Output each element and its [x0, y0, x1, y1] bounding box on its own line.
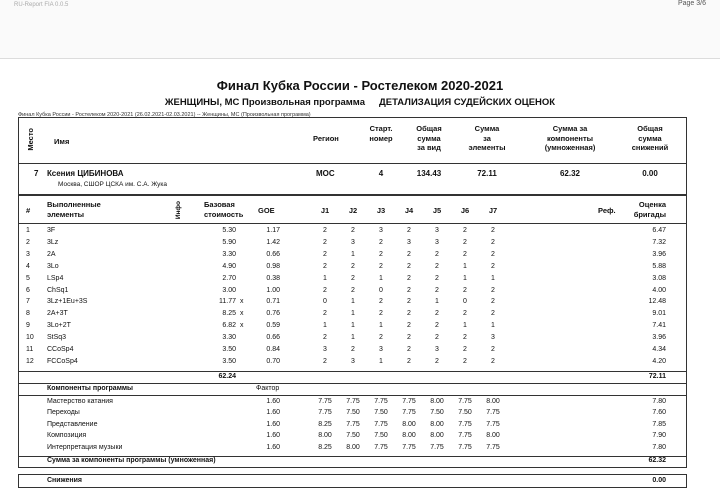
element-name: StSq3 — [47, 334, 67, 342]
element-judge-mark: 2 — [379, 262, 383, 270]
elements-header-j1: J1 — [320, 206, 330, 215]
element-judge-mark: 0 — [463, 298, 467, 306]
element-judge-mark: 2 — [407, 262, 411, 270]
component-row — [18, 421, 687, 432]
element-judge-mark: 2 — [351, 227, 355, 234]
component-judge-mark: 7.75 — [346, 398, 360, 405]
skater-total-score: 134.43 — [416, 169, 442, 178]
elements-header-goe: GOE — [258, 206, 275, 215]
element-judge-mark: 2 — [407, 357, 411, 365]
element-name: 2A — [47, 250, 56, 258]
element-judge-mark: 2 — [379, 310, 383, 318]
skater-club: Москва, СШОР ЦСКА им. С.А. Жука — [58, 181, 168, 188]
element-bonus-mark: x — [240, 310, 244, 318]
element-row — [18, 251, 687, 262]
element-judge-mark: 1 — [351, 310, 355, 318]
component-judge-mark: 8.00 — [486, 398, 500, 405]
element-judge-mark: 2 — [491, 346, 495, 353]
deductions-box — [18, 474, 687, 488]
element-judge-mark: 2 — [491, 286, 495, 294]
elements-header-j7: J7 — [488, 206, 498, 215]
component-factor: 1.60 — [266, 409, 280, 417]
component-panel-score: 7.80 — [652, 443, 666, 451]
element-judge-mark: 2 — [351, 346, 355, 353]
component-judge-mark: 8.00 — [486, 432, 500, 440]
element-judge-mark: 2 — [491, 357, 495, 365]
header-element-score: Сумма за элементы — [468, 124, 506, 152]
component-judge-mark: 7.75 — [486, 420, 500, 428]
header-start-number: Старт. номер — [369, 124, 393, 143]
component-name: Переходы — [47, 409, 80, 417]
element-judge-mark: 1 — [491, 322, 495, 330]
element-goe: 0.59 — [266, 322, 280, 330]
element-name: 3Lz — [47, 238, 59, 246]
element-goe: 0.98 — [266, 262, 280, 270]
element-base-value: 3.00 — [222, 286, 236, 294]
header-deductions: Общая сумма снижений — [631, 124, 669, 152]
element-num: 4 — [26, 262, 30, 270]
element-row — [18, 263, 687, 274]
element-name: CCoSp4 — [47, 346, 74, 353]
element-row — [18, 298, 687, 309]
element-panel-score: 9.01 — [652, 310, 666, 318]
element-judge-mark: 1 — [379, 322, 383, 330]
element-judge-mark: 1 — [351, 334, 355, 342]
element-judge-mark: 1 — [435, 298, 439, 306]
component-judge-mark: 7.75 — [458, 398, 472, 405]
component-judge-mark: 8.00 — [346, 443, 360, 451]
element-judge-mark: 3 — [379, 346, 383, 353]
element-judge-mark: 0 — [323, 298, 327, 306]
component-judge-mark: 7.75 — [318, 409, 332, 417]
header-component-score: Сумма за компоненты (умноженная) — [544, 124, 596, 152]
element-num: 11 — [26, 346, 34, 353]
elements-header-score: Оценка бригады — [633, 200, 666, 219]
element-panel-score: 4.20 — [652, 357, 666, 365]
elements-header-j2: J2 — [348, 206, 358, 215]
element-row — [18, 334, 687, 345]
element-base-value: 3.30 — [222, 334, 236, 342]
elements-header-info: Инфо — [175, 201, 182, 220]
element-judge-mark: 2 — [351, 262, 355, 270]
element-name: 2A+3T — [47, 310, 68, 318]
element-judge-mark: 2 — [379, 250, 383, 258]
components-total-label: Сумма за компоненты программы (умноженная) — [47, 457, 216, 464]
component-judge-mark: 7.75 — [374, 443, 388, 451]
element-num: 1 — [26, 227, 30, 234]
elements-header-ref: Реф. — [598, 206, 616, 215]
element-judge-mark: 2 — [351, 286, 355, 294]
element-judge-mark: 1 — [463, 262, 467, 270]
element-judge-mark: 2 — [351, 274, 355, 282]
element-judge-mark: 2 — [407, 227, 411, 234]
element-judge-mark: 1 — [351, 298, 355, 306]
element-goe: 0.84 — [266, 346, 280, 353]
component-judge-mark: 8.00 — [430, 432, 444, 440]
element-panel-score: 3.96 — [652, 250, 666, 258]
component-judge-mark: 7.75 — [402, 409, 416, 417]
element-base-value: 2.70 — [222, 274, 236, 282]
element-judge-mark: 2 — [463, 357, 467, 365]
component-judge-mark: 7.75 — [402, 398, 416, 405]
element-judge-mark: 2 — [323, 310, 327, 318]
element-bonus-mark: x — [240, 298, 244, 306]
element-judge-mark: 2 — [435, 250, 439, 258]
skater-start-number: 4 — [378, 169, 384, 178]
element-num: 8 — [26, 310, 30, 318]
elements-header-num: # — [26, 206, 31, 215]
element-base-value: 5.90 — [222, 238, 236, 246]
elements-header-name: Выполненные элементы — [47, 200, 101, 219]
element-judge-mark: 2 — [407, 286, 411, 294]
element-panel-score: 7.41 — [652, 322, 666, 330]
element-name: ChSq1 — [47, 286, 69, 294]
header-total-score: Общая сумма за вид — [416, 124, 442, 152]
element-judge-mark: 2 — [379, 334, 383, 342]
component-factor: 1.60 — [266, 420, 280, 428]
element-row — [18, 239, 687, 250]
element-name: 3Lo — [47, 262, 59, 270]
element-judge-mark: 2 — [407, 322, 411, 330]
element-judge-mark: 2 — [407, 334, 411, 342]
element-judge-mark: 2 — [407, 298, 411, 306]
component-judge-mark: 7.50 — [346, 432, 360, 440]
component-judge-mark: 7.75 — [458, 420, 472, 428]
element-judge-mark: 2 — [435, 274, 439, 282]
element-goe: 0.71 — [266, 298, 280, 306]
element-judge-mark: 2 — [463, 346, 467, 353]
deductions-score: 0.00 — [652, 477, 666, 484]
element-base-value: 3.30 — [222, 250, 236, 258]
element-judge-mark: 1 — [491, 274, 495, 282]
element-name: FCCoSp4 — [47, 357, 78, 365]
component-row — [18, 409, 687, 420]
component-factor: 1.60 — [266, 443, 280, 451]
element-panel-score: 4.34 — [652, 346, 666, 353]
element-row — [18, 287, 687, 298]
header-region: Регион — [313, 134, 339, 143]
page-subtitle — [0, 97, 720, 108]
element-judge-mark: 2 — [323, 334, 327, 342]
element-judge-mark: 1 — [323, 274, 327, 282]
component-judge-mark: 7.75 — [374, 398, 388, 405]
component-judge-mark: 7.75 — [486, 443, 500, 451]
component-judge-mark: 7.75 — [430, 443, 444, 451]
elements-header-j4: J4 — [404, 206, 414, 215]
elements-header-divider — [18, 223, 687, 224]
element-goe: 0.66 — [266, 250, 280, 258]
element-goe: 0.70 — [266, 357, 280, 365]
component-judge-mark: 7.75 — [374, 420, 388, 428]
element-name: 3F — [47, 227, 56, 234]
deductions-label: Снижения — [47, 477, 82, 484]
component-judge-mark: 8.25 — [318, 443, 332, 451]
element-judge-mark: 1 — [463, 322, 467, 330]
element-judge-mark: 2 — [491, 238, 495, 246]
element-judge-mark: 2 — [463, 310, 467, 318]
element-judge-mark: 1 — [351, 250, 355, 258]
element-row — [18, 346, 687, 357]
component-panel-score: 7.80 — [652, 398, 666, 405]
skater-deductions: 0.00 — [642, 169, 658, 178]
element-num: 3 — [26, 250, 30, 258]
element-base-value: 11.77 — [219, 298, 236, 306]
element-judge-mark: 2 — [463, 227, 467, 234]
element-goe: 1.00 — [266, 286, 280, 294]
element-judge-mark: 2 — [407, 274, 411, 282]
element-judge-mark: 2 — [491, 298, 495, 306]
element-num: 6 — [26, 286, 30, 294]
element-judge-mark: 3 — [435, 227, 439, 234]
component-judge-mark: 7.75 — [458, 443, 472, 451]
element-goe: 1.17 — [266, 227, 280, 234]
element-num: 9 — [26, 322, 30, 330]
component-judge-mark: 8.00 — [402, 432, 416, 440]
element-judge-mark: 2 — [323, 227, 327, 234]
component-judge-mark: 7.50 — [430, 409, 444, 417]
component-judge-mark: 7.75 — [318, 398, 332, 405]
element-row — [18, 275, 687, 286]
component-judge-mark: 8.00 — [402, 420, 416, 428]
elements-header-j3: J3 — [376, 206, 386, 215]
skater-element-score: 72.11 — [477, 169, 497, 178]
element-judge-mark: 3 — [491, 334, 495, 342]
element-panel-score: 3.96 — [652, 334, 666, 342]
elements-total-divider — [18, 371, 687, 372]
element-name: 3Lz+1Eu+3S — [47, 298, 88, 306]
elements-total-score: 72.11 — [648, 373, 666, 380]
element-num: 7 — [26, 298, 30, 306]
component-judge-mark: 7.75 — [486, 409, 500, 417]
element-bonus-mark: x — [240, 322, 244, 330]
element-judge-mark: 2 — [379, 238, 383, 246]
elements-header-base: Базовая стоимость — [204, 200, 244, 219]
component-row — [18, 398, 687, 409]
element-base-value: 3.50 — [222, 357, 236, 365]
element-judge-mark: 2 — [323, 286, 327, 294]
element-row — [18, 358, 687, 369]
element-base-value: 8.25 — [222, 310, 236, 318]
element-goe: 0.76 — [266, 310, 280, 318]
component-judge-mark: 8.00 — [318, 432, 332, 440]
element-base-value: 6.82 — [222, 322, 236, 330]
component-judge-mark: 8.00 — [430, 420, 444, 428]
element-judge-mark: 2 — [435, 357, 439, 365]
skater-rank: 7 — [34, 169, 39, 178]
element-base-value: 3.50 — [222, 346, 236, 353]
element-panel-score: 3.08 — [652, 274, 666, 282]
skater-component-score: 62.32 — [559, 169, 581, 178]
component-name: Композиция — [47, 432, 87, 440]
element-judge-mark: 1 — [379, 357, 383, 365]
page-title: Финал Кубка России - Ростелеком 2020-2021 — [216, 78, 504, 93]
header-name: Имя — [54, 137, 70, 146]
skater-region: МОС — [316, 169, 335, 178]
component-judge-mark: 7.75 — [458, 432, 472, 440]
element-judge-mark: 2 — [435, 262, 439, 270]
element-judge-mark: 2 — [435, 334, 439, 342]
element-judge-mark: 0 — [379, 286, 383, 294]
components-header-label: Компоненты программы — [47, 385, 134, 392]
element-panel-score: 5.88 — [652, 262, 666, 270]
component-judge-mark: 7.50 — [374, 432, 388, 440]
element-judge-mark: 2 — [407, 346, 411, 353]
element-name: LSp4 — [47, 274, 64, 282]
element-judge-mark: 2 — [463, 286, 467, 294]
elements-header-j6: J6 — [460, 206, 470, 215]
header-rank: Место — [26, 128, 35, 151]
component-panel-score: 7.90 — [652, 432, 666, 440]
element-judge-mark: 1 — [323, 322, 327, 330]
component-judge-mark: 7.50 — [374, 409, 388, 417]
element-num: 2 — [26, 238, 30, 246]
element-judge-mark: 1 — [463, 274, 467, 282]
element-judge-mark: 2 — [407, 310, 411, 318]
skater-name: Ксения ЦИБИНОВА — [47, 169, 124, 178]
element-judge-mark: 3 — [351, 238, 355, 246]
element-row — [18, 322, 687, 333]
element-num: 5 — [26, 274, 30, 282]
element-row — [18, 227, 687, 238]
element-goe: 0.66 — [266, 334, 280, 342]
element-judge-mark: 2 — [463, 250, 467, 258]
element-panel-score: 4.00 — [652, 286, 666, 294]
components-header-factor: Фактор — [256, 385, 280, 392]
component-judge-mark: 7.75 — [402, 443, 416, 451]
element-panel-score: 12.48 — [648, 298, 666, 306]
element-judge-mark: 3 — [351, 357, 355, 365]
component-panel-score: 7.60 — [652, 409, 666, 417]
element-judge-mark: 2 — [491, 227, 495, 234]
element-base-value: 5.30 — [222, 227, 236, 234]
page-number: Page 3/6 — [677, 0, 706, 7]
element-judge-mark: 2 — [435, 286, 439, 294]
element-judge-mark: 2 — [463, 334, 467, 342]
component-factor: 1.60 — [266, 398, 280, 405]
element-judge-mark: 3 — [323, 346, 327, 353]
element-judge-mark: 2 — [463, 238, 467, 246]
element-judge-mark: 2 — [491, 250, 495, 258]
element-base-value: 4.90 — [222, 262, 236, 270]
element-judge-mark: 2 — [323, 238, 327, 246]
element-goe: 1.42 — [266, 238, 280, 246]
element-panel-score: 7.32 — [652, 238, 666, 246]
element-num: 10 — [26, 334, 34, 342]
element-goe: 0.38 — [266, 274, 280, 282]
element-judge-mark: 1 — [351, 322, 355, 330]
viewer-page-top — [0, 0, 720, 59]
element-name: 3Lo+2T — [47, 322, 71, 330]
components-total-score: 62.32 — [648, 457, 666, 464]
element-judge-mark: 1 — [379, 274, 383, 282]
element-judge-mark: 2 — [491, 262, 495, 270]
report-id: RU-Report FIA 0.0.5 — [14, 2, 69, 8]
component-panel-score: 7.85 — [652, 420, 666, 428]
element-judge-mark: 2 — [435, 322, 439, 330]
component-row — [18, 432, 687, 443]
component-row — [18, 444, 687, 455]
element-judge-mark: 2 — [323, 357, 327, 365]
component-name: Мастерство катания — [47, 398, 113, 405]
component-judge-mark: 7.75 — [346, 420, 360, 428]
element-judge-mark: 2 — [323, 262, 327, 270]
component-judge-mark: 8.25 — [318, 420, 332, 428]
components-header-divider — [18, 383, 687, 384]
element-judge-mark: 3 — [435, 346, 439, 353]
component-factor: 1.60 — [266, 432, 280, 440]
element-judge-mark: 2 — [407, 250, 411, 258]
component-judge-mark: 7.50 — [346, 409, 360, 417]
segment-name: ЖЕНЩИНЫ, МС Произвольная программа — [164, 97, 365, 108]
element-judge-mark: 2 — [379, 298, 383, 306]
element-panel-score: 6.47 — [652, 227, 666, 234]
elements-total-base: 62.24 — [218, 373, 236, 380]
element-num: 12 — [26, 357, 34, 365]
element-row — [18, 310, 687, 321]
element-judge-mark: 2 — [491, 310, 495, 318]
breadcrumb: Финал Кубка России - Ростелеком 2020-2021 (26.02.2021-02.03.2021) -- Женщины, МС (Произвольная программа) — [18, 112, 311, 118]
component-name: Представление — [47, 420, 98, 428]
component-name: Интерпретация музыки — [47, 443, 123, 451]
component-judge-mark: 8.00 — [430, 398, 444, 405]
components-divider — [18, 395, 687, 396]
elements-header-j5: J5 — [432, 206, 442, 215]
element-judge-mark: 2 — [435, 310, 439, 318]
element-judge-mark: 3 — [435, 238, 439, 246]
component-judge-mark: 7.50 — [458, 409, 472, 417]
element-judge-mark: 3 — [379, 227, 383, 234]
element-judge-mark: 2 — [323, 250, 327, 258]
header-divider — [18, 163, 687, 164]
detail-label: ДЕТАЛИЗАЦИЯ СУДЕЙСКИХ ОЦЕНОК — [379, 97, 556, 108]
element-judge-mark: 3 — [407, 238, 411, 246]
